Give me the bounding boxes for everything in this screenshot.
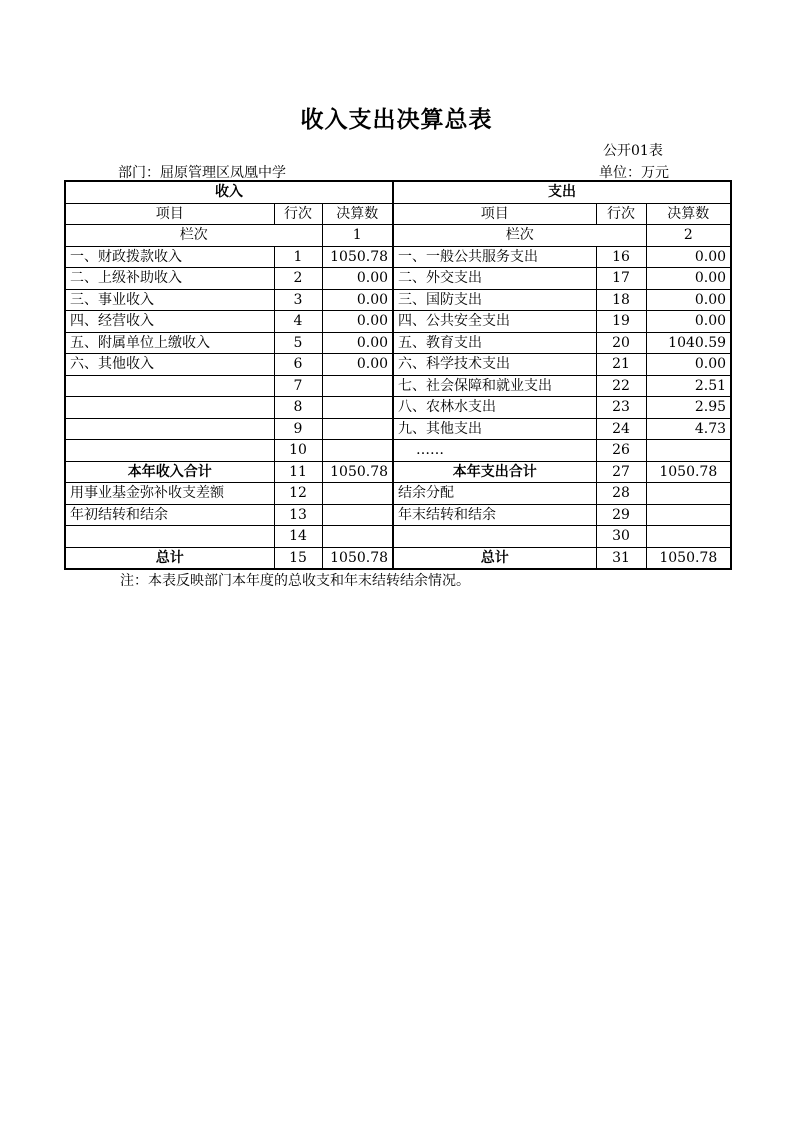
expense-column-index: 2 <box>646 225 731 247</box>
income-total-no: 15 <box>274 547 322 569</box>
income-item: 六、其他收入 <box>65 354 274 376</box>
income-item: 一、财政拨款收入 <box>65 246 274 268</box>
income-total-label: 总计 <box>65 547 274 569</box>
income-item <box>65 418 274 440</box>
income-amount <box>322 483 393 505</box>
expense-row-no: 17 <box>596 268 646 290</box>
expense-item <box>393 526 596 548</box>
table-row <box>65 332 731 354</box>
income-amount: 0.00 <box>322 354 393 376</box>
expense-amount: 1040.59 <box>646 332 731 354</box>
income-item: 四、经营收入 <box>65 311 274 333</box>
expense-item: 年末结转和结余 <box>393 504 596 526</box>
income-row-no: 8 <box>274 397 322 419</box>
income-row-no: 13 <box>274 504 322 526</box>
budget-summary-table <box>64 180 732 570</box>
expense-row-no: 21 <box>596 354 646 376</box>
expense-item-header: 项目 <box>393 203 596 225</box>
section-header-row <box>65 181 731 203</box>
expense-row-no: 24 <box>596 418 646 440</box>
income-item: 用事业基金弥补收支差额 <box>65 483 274 505</box>
expense-item: 六、科学技术支出 <box>393 354 596 376</box>
income-amount-header: 决算数 <box>322 203 393 225</box>
expense-row-no: 29 <box>596 504 646 526</box>
table-row <box>65 483 731 505</box>
income-item <box>65 375 274 397</box>
income-total-amount: 1050.78 <box>322 547 393 569</box>
income-item: 三、事业收入 <box>65 289 274 311</box>
income-item <box>65 440 274 462</box>
table-row <box>65 289 731 311</box>
expense-amount-header: 决算数 <box>646 203 731 225</box>
expense-row-no: 16 <box>596 246 646 268</box>
expense-total-label: 总计 <box>393 547 596 569</box>
income-amount: 0.00 <box>322 268 393 290</box>
expense-item: 一、一般公共服务支出 <box>393 246 596 268</box>
income-amount: 0.00 <box>322 289 393 311</box>
expense-amount: 0.00 <box>646 289 731 311</box>
income-item-header: 项目 <box>65 203 274 225</box>
expense-amount <box>646 483 731 505</box>
table-note: 注：本表反映部门本年度的总收支和年末结转结余情况。 <box>120 573 470 589</box>
form-number: 公开01表 <box>603 143 663 159</box>
expense-total-no: 31 <box>596 547 646 569</box>
column-index-row <box>65 225 731 247</box>
income-amount <box>322 397 393 419</box>
expense-row-no: 19 <box>596 311 646 333</box>
table-row <box>65 375 731 397</box>
income-amount: 1050.78 <box>322 246 393 268</box>
income-subtotal-amount: 1050.78 <box>322 461 393 483</box>
income-row-no: 9 <box>274 418 322 440</box>
expense-amount: 0.00 <box>646 311 731 333</box>
income-row-no: 10 <box>274 440 322 462</box>
table-row <box>65 418 731 440</box>
income-amount: 0.00 <box>322 311 393 333</box>
table-row <box>65 354 731 376</box>
table-row <box>65 268 731 290</box>
table-row <box>65 526 731 548</box>
income-row-no: 1 <box>274 246 322 268</box>
expense-row-no: 30 <box>596 526 646 548</box>
table-row <box>65 504 731 526</box>
expense-item: 二、外交支出 <box>393 268 596 290</box>
expense-header: 支出 <box>393 181 731 203</box>
expense-subtotal-label: 本年支出合计 <box>393 461 596 483</box>
income-amount <box>322 418 393 440</box>
income-row-no: 6 <box>274 354 322 376</box>
table-row <box>65 311 731 333</box>
income-row-no: 3 <box>274 289 322 311</box>
income-row-no: 14 <box>274 526 322 548</box>
income-row-no: 5 <box>274 332 322 354</box>
expense-item: 五、教育支出 <box>393 332 596 354</box>
income-row-no: 4 <box>274 311 322 333</box>
column-header-row <box>65 203 731 225</box>
expense-row-no: 22 <box>596 375 646 397</box>
table-row <box>65 397 731 419</box>
income-amount <box>322 504 393 526</box>
expense-row-no: 28 <box>596 483 646 505</box>
expense-column-index-label: 栏次 <box>393 225 646 247</box>
income-item <box>65 526 274 548</box>
expense-item: 九、其他支出 <box>393 418 596 440</box>
expense-item: 结余分配 <box>393 483 596 505</box>
expense-row-no: 26 <box>596 440 646 462</box>
income-column-index: 1 <box>322 225 393 247</box>
income-header: 收入 <box>65 181 393 203</box>
expense-rowno-header: 行次 <box>596 203 646 225</box>
income-row-no: 2 <box>274 268 322 290</box>
expense-subtotal-no: 27 <box>596 461 646 483</box>
income-amount: 0.00 <box>322 332 393 354</box>
income-row-no: 7 <box>274 375 322 397</box>
expense-amount: 2.95 <box>646 397 731 419</box>
expense-item: 八、农林水支出 <box>393 397 596 419</box>
income-item: 二、上级补助收入 <box>65 268 274 290</box>
expense-amount: 0.00 <box>646 268 731 290</box>
income-amount <box>322 526 393 548</box>
expense-item: …… <box>393 440 596 462</box>
expense-item: 四、公共安全支出 <box>393 311 596 333</box>
table-row <box>65 440 731 462</box>
expense-row-no: 20 <box>596 332 646 354</box>
income-column-index-label: 栏次 <box>65 225 322 247</box>
income-item <box>65 397 274 419</box>
table-row <box>65 246 731 268</box>
income-rowno-header: 行次 <box>274 203 322 225</box>
expense-amount <box>646 440 731 462</box>
expense-item: 三、国防支出 <box>393 289 596 311</box>
income-subtotal-no: 11 <box>274 461 322 483</box>
expense-subtotal-amount: 1050.78 <box>646 461 731 483</box>
total-row <box>65 547 731 569</box>
income-item: 五、附属单位上缴收入 <box>65 332 274 354</box>
income-amount <box>322 375 393 397</box>
income-row-no: 12 <box>274 483 322 505</box>
expense-amount: 4.73 <box>646 418 731 440</box>
table-body <box>65 181 731 569</box>
expense-amount <box>646 526 731 548</box>
expense-total-amount: 1050.78 <box>646 547 731 569</box>
unit-label: 单位：万元 <box>599 165 669 181</box>
page-title: 收入支出决算总表 <box>300 107 493 133</box>
expense-item: 七、社会保障和就业支出 <box>393 375 596 397</box>
expense-amount: 0.00 <box>646 354 731 376</box>
expense-amount: 0.00 <box>646 246 731 268</box>
expense-row-no: 18 <box>596 289 646 311</box>
expense-amount: 2.51 <box>646 375 731 397</box>
income-item: 年初结转和结余 <box>65 504 274 526</box>
department-label: 部门：屈原管理区凤凰中学 <box>118 165 286 181</box>
income-amount <box>322 440 393 462</box>
expense-row-no: 23 <box>596 397 646 419</box>
expense-amount <box>646 504 731 526</box>
subtotal-row <box>65 461 731 483</box>
income-subtotal-label: 本年收入合计 <box>65 461 274 483</box>
